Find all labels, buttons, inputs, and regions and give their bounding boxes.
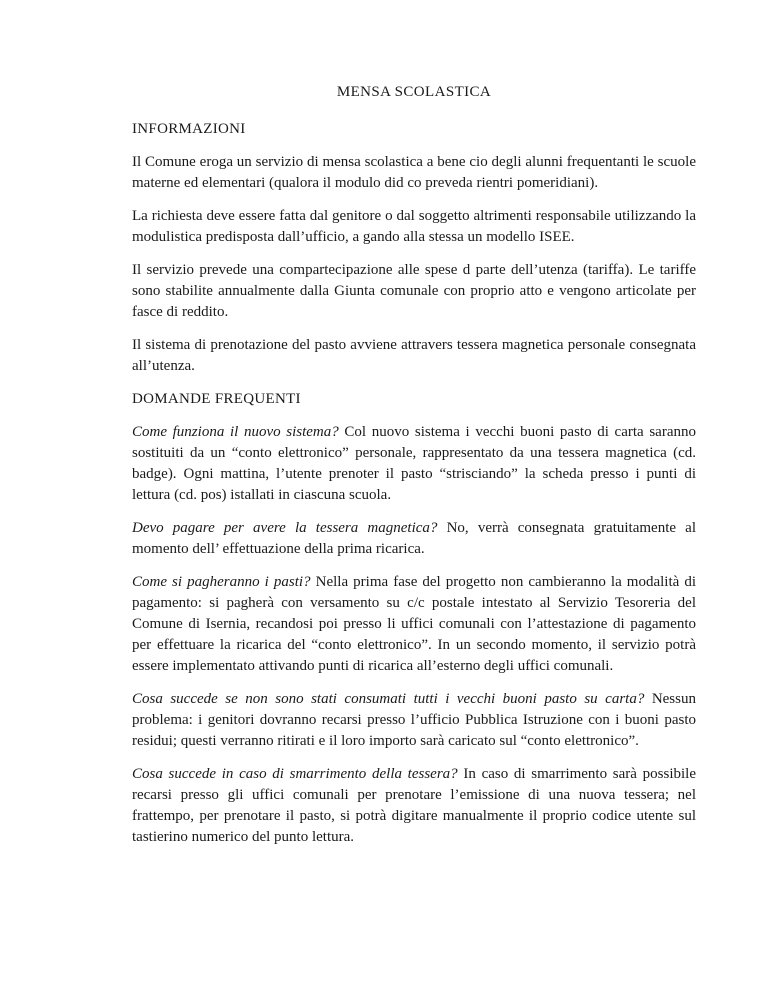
faq-answer: In caso di smarrimento sarà possibile recarsi presso gli uffici comunali per prenotare l’emissione di una nuova tessera; nel frattempo, per prenotare il pasto, si potrà digitare manualmente il proprio codice utente sul tastierino numerico del punto lettura. xyxy=(132,766,696,845)
info-paragraph: Il servizio prevede una compartecipazione alle spese d parte dell’utenza (tariffa). Le tariffe sono stabilite annualmente dalla Giunta comunale con proprio atto e vengono articolate per fasce di reddito. xyxy=(132,262,696,320)
faq-question: Cosa succede se non sono stati consumati tutti i vecchi buoni pasto su carta? xyxy=(132,691,645,707)
faq-question: Cosa succede in caso di smarrimento della tessera? xyxy=(132,766,458,782)
document-page xyxy=(132,82,696,860)
info-paragraph: Il sistema di prenotazione del pasto avviene attravers tessera magnetica personale consegnata all’utenza. xyxy=(132,337,696,374)
info-paragraph: Il Comune eroga un servizio di mensa scolastica a bene cio degli alunni frequentanti le scuole materne ed elementari (qualora il modulo did co preveda rientri pomeridiani). xyxy=(132,154,696,191)
faq-item xyxy=(132,689,696,752)
faq-item xyxy=(132,572,696,677)
section-heading-domande-frequenti: DOMANDE FREQUENTI xyxy=(132,391,301,407)
faq-question: Come si pagheranno i pasti? xyxy=(132,574,311,590)
section-heading-informazioni: INFORMAZIONI xyxy=(132,121,246,137)
page-title: MENSA SCOLASTICA xyxy=(336,84,492,100)
faq-answer: Col nuovo sistema i vecchi buoni pasto di carta saranno sostituiti da un “conto elettronico” personale, rappresentato da una tessera magnetica (cd. badge). Ogni mattina, l’utente prenoter il pasto “strisciando” la scheda presso i punti di lettura (cd. pos) istallati in ciascuna scuola. xyxy=(132,424,696,503)
faq-item xyxy=(132,518,696,560)
faq-answer: Nella prima fase del progetto non cambieranno la modalità di pagamento: si pagherà con versamento su c/c postale intestato al Servizio Tesoreria del Comune di Isernia, recandosi poi presso li uffici comunali con l’attestazione di pagamento per effettuare la ricarica del “conto elettronico”. In un secondo momento, il servizio potrà essere implementato attivando punti di ricarica all’esterno degli uffici comunali. xyxy=(132,574,696,674)
info-paragraph: La richiesta deve essere fatta dal genitore o dal soggetto altrimenti responsabile utilizzando la modulistica predisposta dall’ufficio, a gando alla stessa un modello ISEE. xyxy=(132,208,696,245)
faq-item xyxy=(132,764,696,848)
faq-answer: No, verrà consegnata gratuitamente al momento dell’ effettuazione della prima ricarica. xyxy=(132,520,697,557)
faq-question: Devo pagare per avere la tessera magnetica? xyxy=(132,520,438,536)
faq-item xyxy=(132,422,696,506)
faq-answer: Nessun problema: i genitori dovranno recarsi presso l’ufficio Pubblica Istruzione con i buoni pasto residui; questi verranno ritirati e il loro importo sarà caricato sul “conto elettronico”. xyxy=(132,691,696,749)
faq-question: Come funziona il nuovo sistema? xyxy=(132,424,339,440)
